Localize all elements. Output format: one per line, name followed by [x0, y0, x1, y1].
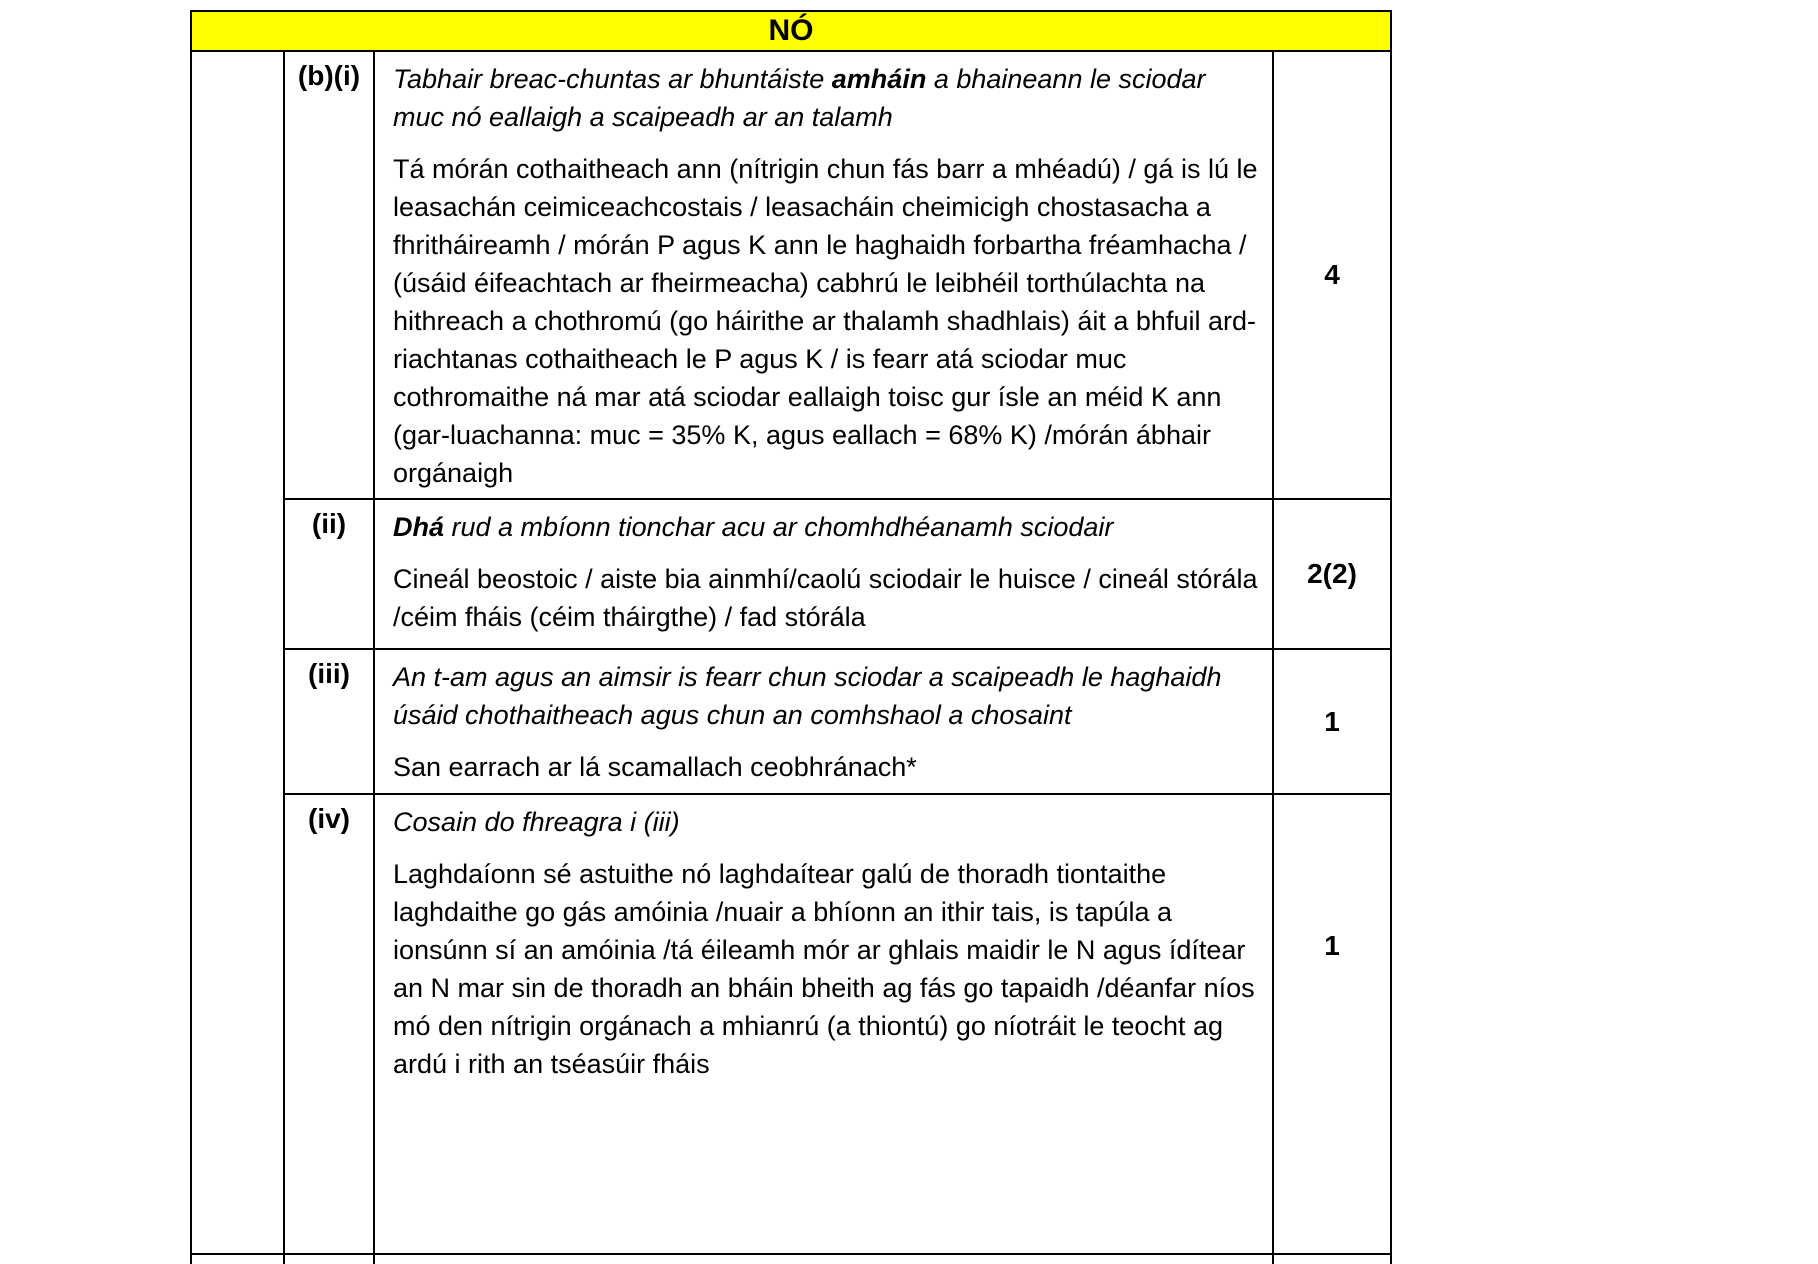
prompt-bold-text: amháin: [831, 64, 927, 94]
question-label: (iii): [284, 649, 374, 794]
marks-value: 4: [1324, 259, 1340, 290]
table-row: [191, 499, 1391, 649]
empty-cell: [1273, 1254, 1391, 1264]
marks-value: 1: [1324, 930, 1340, 961]
answer-text: Cineál beostoic / aiste bia ainmhí/caolú sciodair le huisce / cineál stórála /céim fháis (céim tháirgthe) / fad stórála: [393, 564, 1258, 632]
question-number-column: [191, 51, 284, 1254]
answer-text: Tá mórán cothaitheach ann (nítrigin chun fás barr a mhéadú) / gá is lú le leasachán ceimiceachcostais / leasacháin cheimicigh chostasacha a fhritháireamh / mórán P agus K ann le haghaidh forbartha fréamhacha / (úsáid éifeachtach ar fheirmeacha) cabhrú le leibhéil torthúlachta na hithreach a chothromú (go háirithe ar thalamh shadhlais) áit a bhfuil ard-riachtanas cothaitheach le P agus K / is fearr atá sciodar muc cothromaithe ná mar atá sciodar eallaigh toisc gur ísle an méid K ann (gar-luachanna: muc = 35% K, agus eallach = 68% K) /mórán ábhair orgánaigh: [393, 154, 1258, 488]
prompt-text: rud a mbíonn tionchar acu ar chomhdhéanamh sciodair: [444, 512, 1114, 542]
empty-cell: [374, 1254, 1273, 1264]
prompt-text: Cosain do fhreagra i (iii): [393, 807, 680, 837]
answer-text: San earrach ar lá scamallach ceobhránach*: [393, 752, 917, 782]
answer-cell: [374, 51, 1273, 499]
marks-cell: [1273, 51, 1391, 499]
answer-cell: [374, 649, 1273, 794]
question-prompt: [393, 658, 1262, 734]
marks-cell: [1273, 499, 1391, 649]
prompt-text: An t-am agus an aimsir is fearr chun sciodar a scaipeadh le haghaidh úsáid chothaitheach agus chun an comhshaol a chosaint: [393, 662, 1222, 730]
empty-cell: [284, 1254, 374, 1264]
table-header-no: NÓ: [191, 11, 1391, 51]
marks-cell: [1273, 649, 1391, 794]
question-prompt: [393, 60, 1262, 136]
question-label: (iv): [284, 794, 374, 1254]
prompt-text: a bhaineann le sciodar muc nó eallaigh a scaipeadh ar an talamh: [393, 64, 1206, 132]
empty-cell: [191, 1254, 284, 1264]
prompt-text: Tabhair breac-chuntas ar bhuntáiste: [393, 64, 832, 94]
table-row: [191, 649, 1391, 794]
question-prompt: [393, 508, 1262, 546]
answer-text: Laghdaíonn sé astuithe nó laghdaítear galú de thoradh tiontaithe laghdaithe go gás amóinia /nuair a bhíonn an ithir tais, is tapúla a ionsúnn sí an amóinia /tá éileamh mór ar ghlais maidir le N agus ídítear an N mar sin de thoradh an bháin bheith ag fás go tapaidh /déanfar níos mó den nítrigin orgánach a mhianrú (a thiontú) go níotráit le teocht ag ardú i rith an tséasúir fháis: [393, 859, 1255, 1079]
header-row: [191, 11, 1391, 51]
question-prompt: [393, 803, 1262, 841]
marks-value: 2(2): [1307, 558, 1357, 589]
marking-scheme-table: [190, 10, 1392, 1264]
marks-cell: [1273, 794, 1391, 1254]
answer-cell: [374, 499, 1273, 649]
table-row: [191, 794, 1391, 1254]
question-label: (ii): [284, 499, 374, 649]
table-row: [191, 51, 1391, 499]
question-label: (b)(i): [284, 51, 374, 499]
partial-next-row: [191, 1254, 1391, 1264]
marks-value: 1: [1324, 705, 1340, 737]
answer-cell: [374, 794, 1273, 1254]
prompt-bold-text: Dhá: [393, 512, 445, 542]
